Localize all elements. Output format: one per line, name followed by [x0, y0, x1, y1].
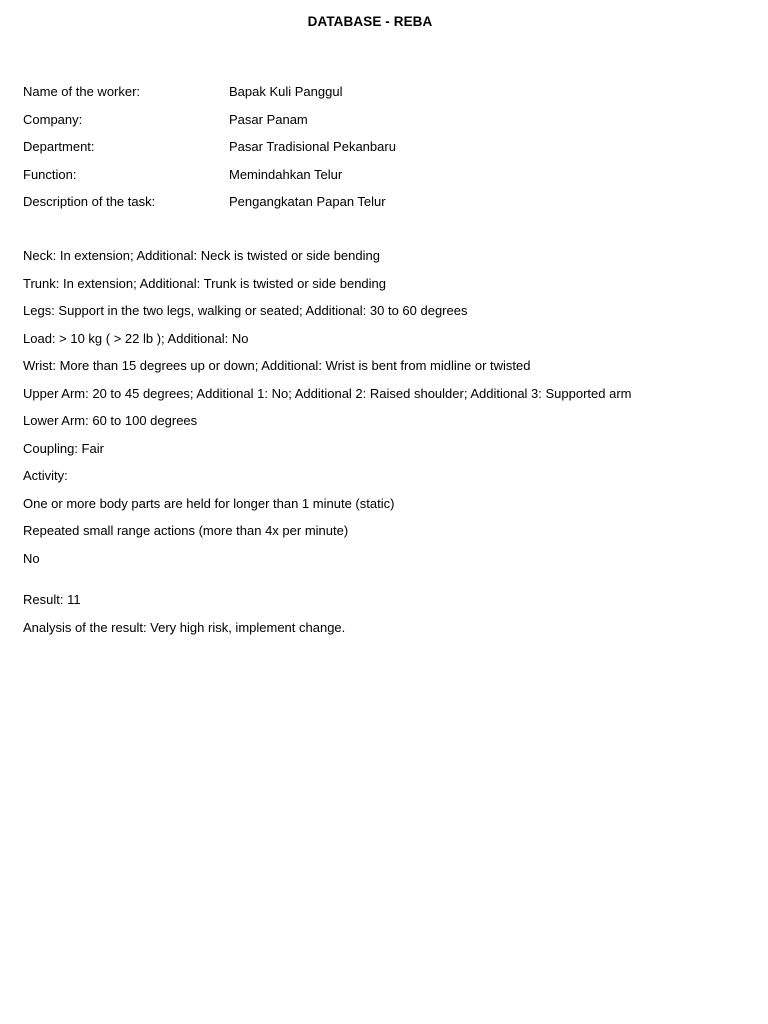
- detail-trunk: Trunk: In extension; Additional: Trunk is twisted or side bending: [23, 275, 386, 291]
- detail-load: Load: > 10 kg ( > 22 lb ); Additional: No: [23, 330, 249, 346]
- info-row-function: [23, 166, 396, 194]
- worker-info-table: [23, 83, 396, 221]
- document-title: DATABASE - REBA: [307, 14, 433, 29]
- result-score: Result: 11: [23, 592, 81, 607]
- results-section: [23, 591, 345, 646]
- detail-legs: Legs: Support in the two legs, walking or seated; Additional: 30 to 60 degrees: [23, 303, 468, 318]
- info-row-department: [23, 138, 396, 166]
- info-label: Description of the task:: [23, 194, 156, 209]
- info-row-worker: [23, 83, 396, 111]
- info-label: Company:: [23, 111, 83, 127]
- result-analysis: Analysis of the result: Very high risk, implement change.: [23, 619, 346, 635]
- info-row-task: [23, 193, 396, 221]
- info-value: Pasar Panam: [229, 111, 308, 127]
- detail-upper-arm: Upper Arm: 20 to 45 degrees; Additional 1: No; Additional 2: Raised shoulder; Additional 3: Supported arm: [23, 385, 632, 401]
- info-row-company: [23, 111, 396, 139]
- detail-coupling: Coupling: Fair: [23, 440, 104, 456]
- assessment-details: [23, 247, 748, 577]
- info-label: Department:: [23, 139, 95, 154]
- detail-lower-arm: Lower Arm: 60 to 100 degrees: [23, 413, 198, 428]
- detail-activity-no: No: [23, 550, 40, 566]
- info-value: Memindahkan Telur: [229, 166, 343, 182]
- info-value: Pasar Tradisional Pekanbaru: [229, 139, 396, 154]
- info-value: Bapak Kuli Panggul: [229, 84, 343, 99]
- info-label: Name of the worker:: [23, 84, 141, 99]
- detail-activity: Activity:: [23, 468, 68, 483]
- info-value: Pengangkatan Papan Telur: [229, 194, 386, 209]
- detail-neck: Neck: In extension; Additional: Neck is twisted or side bending: [23, 248, 380, 263]
- detail-activity-static: One or more body parts are held for longer than 1 minute (static): [23, 495, 395, 511]
- detail-wrist: Wrist: More than 15 degrees up or down; Additional: Wrist is bent from midline or twisted: [23, 358, 531, 373]
- detail-activity-repeated: Repeated small range actions (more than 4x per minute): [23, 523, 349, 538]
- info-label: Function:: [23, 166, 77, 182]
